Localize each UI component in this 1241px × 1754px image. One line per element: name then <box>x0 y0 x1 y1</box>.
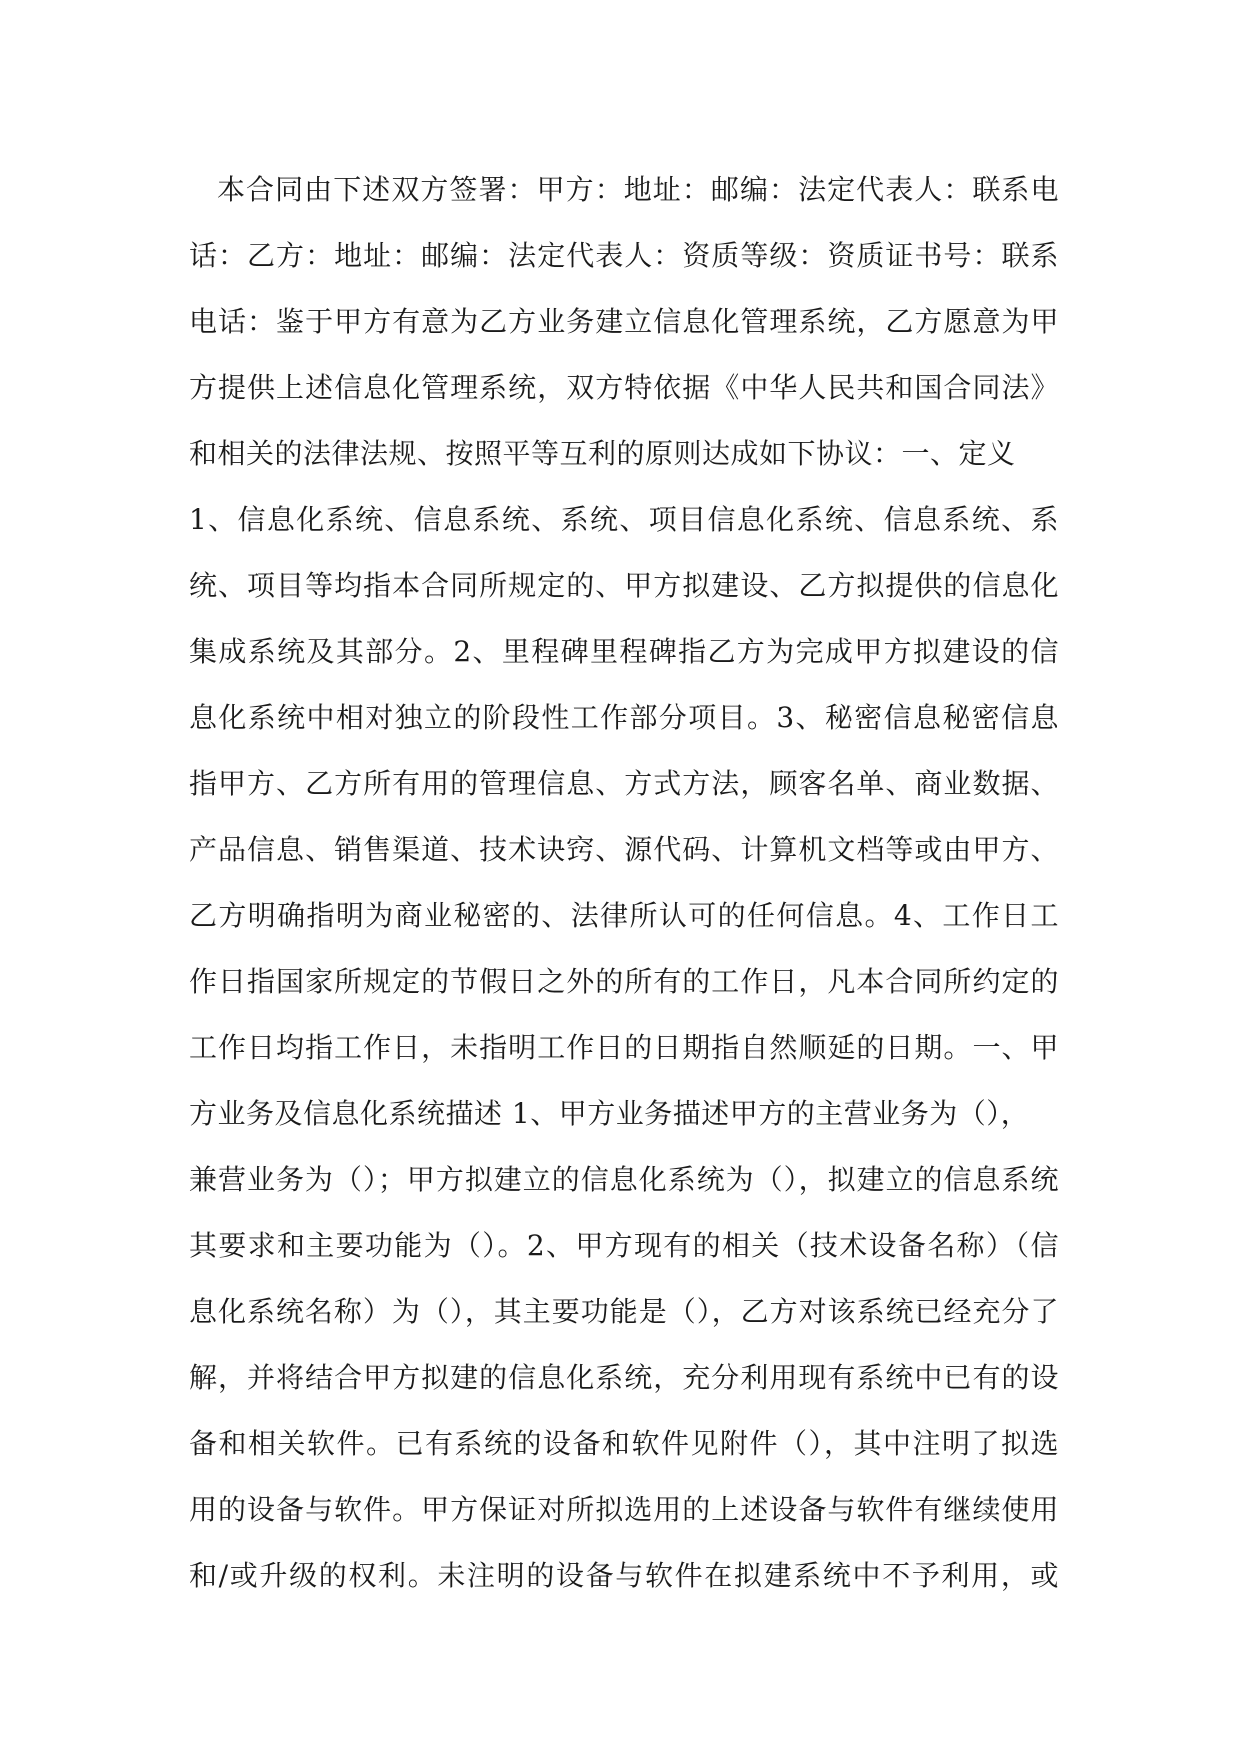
text-line: 集成系统及其部分。2、里程碑里程碑指乙方为完成甲方拟建设的信 <box>189 635 1059 668</box>
text-line: 工作日均指工作日，未指明工作日的日期指自然顺延的日期。一、甲 <box>189 1031 1059 1064</box>
text-line: 本合同由下述双方签署：甲方：地址：邮编：法定代表人：联系电 <box>217 173 1059 206</box>
text-line: 电话：鉴于甲方有意为乙方业务建立信息化管理系统，乙方愿意为甲 <box>189 305 1059 338</box>
contract-body-text <box>189 157 1059 1609</box>
text-line: 产品信息、销售渠道、技术诀窍、源代码、计算机文档等或由甲方、 <box>189 833 1059 866</box>
text-line: 其要求和主要功能为（）。2、甲方现有的相关（技术设备名称）（信 <box>189 1229 1059 1262</box>
text-line: 1、信息化系统、信息系统、系统、项目信息化系统、信息系统、系 <box>189 503 1059 536</box>
text-line: 指甲方、乙方所有用的管理信息、方式方法，顾客名单、商业数据、 <box>189 767 1059 800</box>
text-line: 和相关的法律法规、按照平等互利的原则达成如下协议：一、定义 <box>189 437 1016 470</box>
text-line: 息化系统名称）为（），其主要功能是（），乙方对该系统已经充分了 <box>189 1295 1059 1328</box>
text-line: 作日指国家所规定的节假日之外的所有的工作日，凡本合同所约定的 <box>189 965 1059 998</box>
text-line: 息化系统中相对独立的阶段性工作部分项目。3、秘密信息秘密信息 <box>189 701 1059 734</box>
text-line: 方业务及信息化系统描述 1、甲方业务描述甲方的主营业务为（）， <box>189 1097 1030 1130</box>
text-line: 备和相关软件。已有系统的设备和软件见附件（），其中注明了拟选 <box>189 1427 1059 1460</box>
text-line: 解，并将结合甲方拟建的信息化系统，充分利用现有系统中已有的设 <box>189 1361 1059 1394</box>
text-line: 乙方明确指明为商业秘密的、法律所认可的任何信息。4、工作日工 <box>189 899 1059 932</box>
text-line: 方提供上述信息化管理系统，双方特依据《中华人民共和国合同法》 <box>189 371 1059 404</box>
text-line: 和/或升级的权利。未注明的设备与软件在拟建系统中不予利用，或 <box>189 1559 1059 1592</box>
text-line: 统、项目等均指本合同所规定的、甲方拟建设、乙方拟提供的信息化 <box>189 569 1059 602</box>
text-line: 话：乙方：地址：邮编：法定代表人：资质等级：资质证书号：联系 <box>189 239 1059 272</box>
text-line: 兼营业务为（）；甲方拟建立的信息化系统为（），拟建立的信息系统 <box>189 1163 1059 1196</box>
text-line: 用的设备与软件。甲方保证对所拟选用的上述设备与软件有继续使用 <box>189 1493 1059 1526</box>
